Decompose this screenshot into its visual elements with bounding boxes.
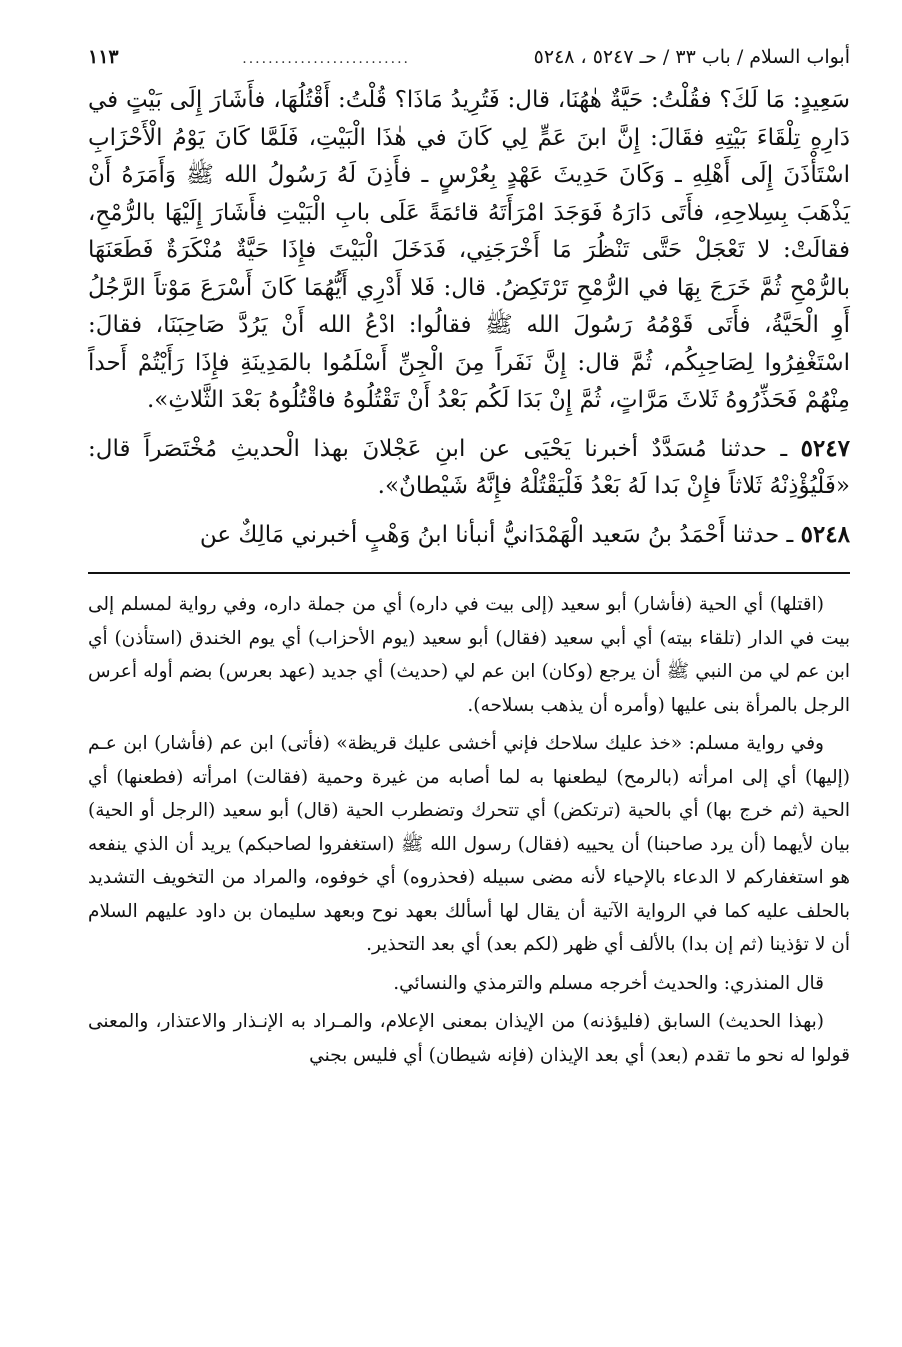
commentary-paragraph-4: (بهذا الحديث) السابق (فليؤذنه) من الإيذان بمعنى الإعلام، والمـراد به الإنـذار والاعتذار، والمعنى قولوا له نحو ما تقدم (بعد) أي بعد الإيذان (فإنه شيطان) أي فليس بجني (88, 1011, 850, 1066)
hadith-5248-text: ـ حدثنا أَحْمَدُ بنُ سَعيد الْهَمْدَانيُّ أنبأنا ابنُ وَهْبٍ أخبرني مَالِكٌ عن (199, 521, 801, 548)
commentary-paragraph-1: (اقتلها) أي الحية (فأشار) أبو سعيد (إلى بيت في داره) أي من جملة داره، وفي رواية لمسلم إلى بيت في الدار (تلقاء بيته) أي أبي سعيد (فقال) أبو سعيد (يوم الأحزاب) أي يوم الخندق (استأذن) أي ابن عم لي من النبي ﷺ أن يرجع (وكان) ابن عم لي (حديث) أي جديد (عهد بعرس) بضم أوله أعرس الرجل بالمرأة بنى عليها (وأمره أن يذهب بسلاحه). (88, 594, 850, 716)
commentary-block (88, 588, 850, 1072)
hadith-number-5248: ٥٢٤٨ (800, 520, 850, 548)
page-number: ١١٣ (88, 46, 119, 68)
hadith-5247-paragraph (88, 430, 850, 506)
commentary-paragraph-2: وفي رواية مسلم: «خذ عليك سلاحك فإني أخشى عليك قريظة» (فأتى) ابن عم (فأشار) ابن عـم (إليها) أي إلى امرأته (بالرمح) ليطعنها به لما أصابه من غيرة وحمية (فقالت) امرأته (فطعنها) أي الحية (ثم خرج بها) أي بالحية (ترتكض) أي تتحرك وتضطرب الحية (قال) أبو سعيد (الرجل أو الحية) بيان لأيهما (أن يرد صاحبنا) أن يحييه (فقال) رسول الله ﷺ (استغفروا لصاحبكم) يريد أن الذي ينفعه هو استغفاركم لا الدعاء بالإحياء لأنه مضى سبيله (فحذروه) أي خوفوه، والمراد من التخويف التشديد بالحلف عليه كما في الرواية الآتية أن يقال لها أسألك بعهد نوح وبعهد سليمان بن داود عليهم السلام أن لا تؤذينا (ثم إن بدا) بالألف أي ظهر (لكم بعد) أي بعد التحذير. (88, 733, 850, 955)
hadith-text-block (88, 82, 850, 554)
book-page (88, 42, 850, 1302)
hadith-number-5247: ٥٢٤٧ (800, 434, 850, 462)
chapter-heading: أبواب السلام / باب ٣٣ / حـ ٥٢٤٧ ، ٥٢٤٨ (533, 46, 850, 68)
hadith-continuation-paragraph: سَعِيدٍ: مَا لَكَ؟ فقُلْتُ: حَيَّةٌ هٰهُنَا، قال: فَتُرِيدُ مَاذَا؟ قُلْتُ: أَقْتُلُهَا، فأَشَارَ إِلَى بَيْتٍ في دَارِهِ تِلْقَاءَ بَيْتِهِ فقَالَ: إِنَّ ابنَ عَمٍّ لِي كَانَ في هٰذَا الْبَيْتِ، فَلَمَّا كَانَ يَوْمُ الْأَحْزَابِ اسْتَأْذَنَ إِلَى أَهْلِهِ ـ وَكَانَ حَدِيثَ عَهْدٍ بِعُرْسٍ ـ فأَذِنَ لَهُ رَسُولُ الله ﷺ وَأَمَرَهُ أَنْ يَذْهَبَ بِسِلاحِهِ، فأَتَى دَارَهُ فَوَجَدَ امْرَأَتَهُ قائمَةً عَلَى بابِ الْبَيْتِ فأَشَارَ إِلَيْهَا بالرُّمْحِ، فقالَتْ: لا تَعْجَلْ حَتَّى تَنْظُرَ مَا أَخْرَجَنِي، فَدَخَلَ الْبَيْتَ فإِذَا حَيَّةٌ مُنْكَرَةٌ فَطَعَنَهَا بالرُّمْحِ ثُمَّ خَرَجَ بِهَا في الرُّمْحِ تَرْتَكِضُ. قال: فَلا أَدْرِي أَيُّهُمَا كَانَ أَسْرَعَ مَوْتاً الرَّجُلُ أَوِ الْحَيَّةُ، فأَتَى قَوْمُهُ رَسُولَ الله ﷺ فقالُوا: ادْعُ الله أَنْ يَرُدَّ صَاحِبَنَا، فقالَ: اسْتَغْفِرُوا لِصَاحِبِكُم، ثُمَّ قال: إِنَّ نَفَراً مِنَ الْجِنِّ أَسْلَمُوا بالمَدِينَةِ فإِذَا رَأَيْتُمْ أَحداً مِنْهُمْ فَحَذِّرُوهُ ثَلاثَ مَرَّاتٍ، ثُمَّ إِنْ بَدَا لَكُم بَعْدُ أَنْ تَقْتُلُوهُ فاقْتُلُوهُ بَعْدَ الثَّلاثِ». (88, 87, 850, 413)
hadith-5247-text: ـ حدثنا مُسَدَّدٌ أخبرنا يَحْيَى عن ابنِ عَجْلانَ بهذا الْحديثِ مُخْتَصَراً قال: «فَلْيُؤْذِنْهُ ثَلاثاً فإِنْ بَدا لَهُ بَعْدُ فَلْيَقْتُلْهُ فإِنَّهُ شَيْطانٌ». (88, 435, 850, 499)
hadith-5248-paragraph (88, 516, 850, 555)
leader-dots: .......................... (242, 51, 410, 67)
running-header (88, 42, 850, 74)
commentary-paragraph-3: قال المنذري: والحديث أخرجه مسلم والترمذي والنسائي. (393, 972, 824, 994)
footnote-divider (88, 572, 850, 574)
